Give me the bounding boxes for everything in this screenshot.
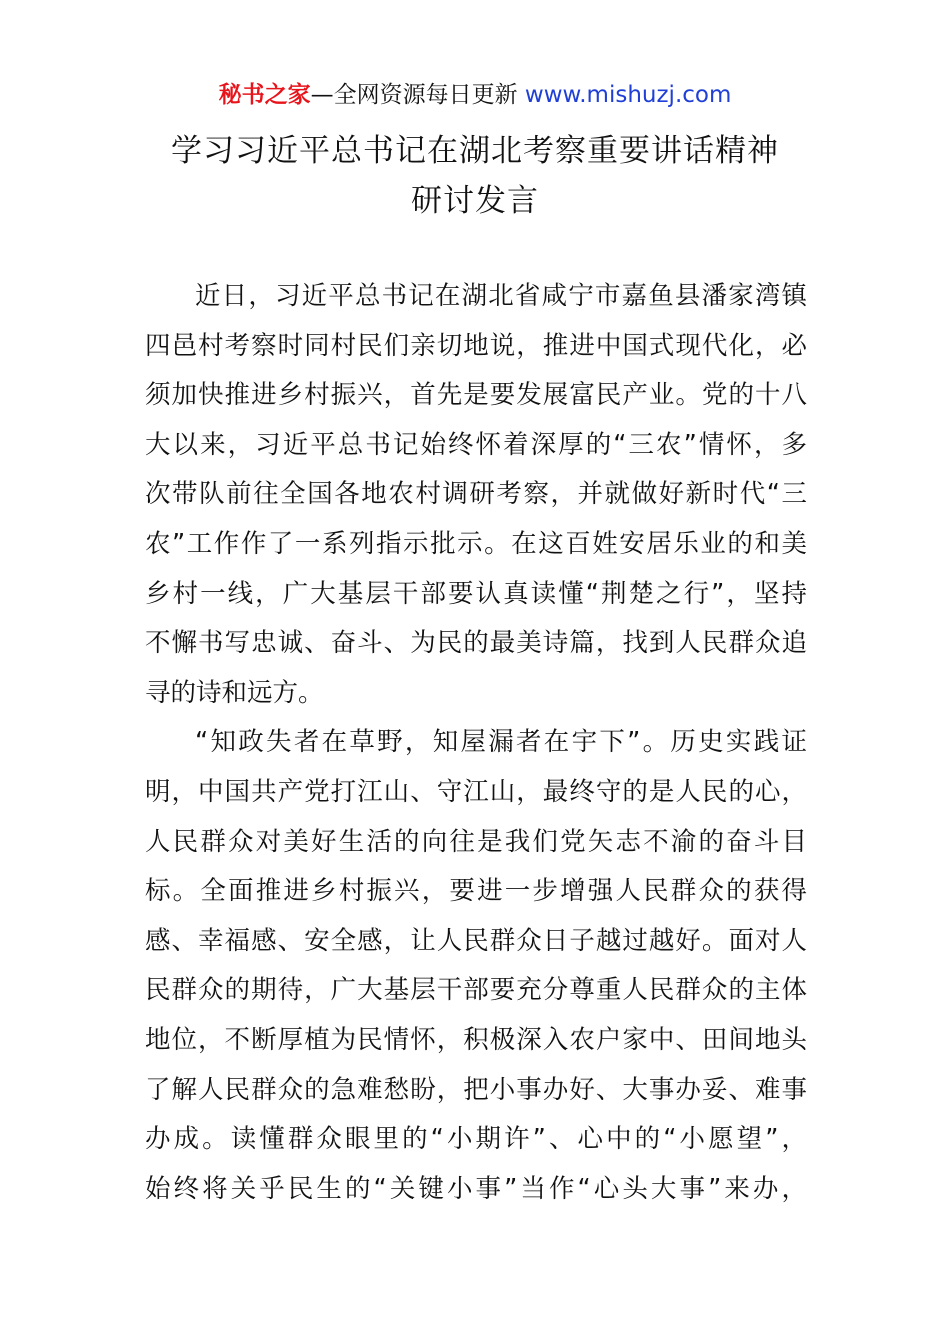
body-line: 大以来，习近平总书记始终怀着深厚的“三农”情怀，多: [145, 429, 807, 460]
body-line: 次带队前往全国各地农村调研考察，并就做好新时代“三: [145, 479, 807, 510]
body-line: 四邑村考察时同村民们亲切地说，推进中国式现代化，必: [145, 330, 807, 361]
body-line: “知政失者在草野，知屋漏者在宇下”。历史实践证: [195, 727, 807, 758]
body-line: 须加快推进乡村振兴，首先是要发展富民产业。党的十八: [145, 380, 807, 411]
body-line: 了解人民群众的急难愁盼，把小事办好、大事办妥、难事: [145, 1074, 807, 1105]
body-line: 不懈书写忠诚、奋斗、为民的最美诗篇，找到人民群众追: [145, 628, 807, 659]
title-line-1: 学习习近平总书记在湖北考察重要讲话精神: [171, 133, 779, 169]
document-title: [0, 126, 950, 226]
body-line: 始终将关乎民生的“关键小事”当作“心头大事”来办，: [145, 1173, 807, 1204]
body-line: 人民群众对美好生活的向往是我们党矢志不渝的奋斗目: [145, 826, 807, 857]
site-brand: 秘书之家: [218, 82, 311, 108]
body-line: 明，中国共产党打江山、守江山，最终守的是人民的心，: [145, 776, 807, 807]
body-line: 标。全面推进乡村振兴，要进一步增强人民群众的获得: [145, 876, 807, 907]
body-line: 农”工作作了一系列指示批示。在这百姓安居乐业的和美: [145, 528, 807, 559]
body-line: 地位，不断厚植为民情怀，积极深入农户家中、田间地头: [145, 1024, 807, 1055]
site-url-link[interactable]: www.mishuzj.com: [524, 82, 732, 108]
body-line: 办成。读懂群众眼里的“小期许”、心中的“小愿望”，: [145, 1124, 807, 1155]
body-line: 近日，习近平总书记在湖北省咸宁市嘉鱼县潘家湾镇: [195, 281, 807, 311]
title-line-2: 研讨发言: [411, 183, 539, 219]
body-line: 乡村一线，广大基层干部要认真读懂“荆楚之行”，坚持: [145, 578, 807, 609]
document-body: [145, 272, 807, 1214]
body-line: 民群众的期待，广大基层干部要充分尊重人民群众的主体: [145, 975, 807, 1006]
site-header: [0, 78, 950, 112]
site-tagline: —全网资源每日更新: [310, 82, 518, 108]
body-line: 感、幸福感、安全感，让人民群众日子越过越好。面对人: [145, 925, 807, 956]
body-line: 寻的诗和远方。: [145, 677, 324, 708]
